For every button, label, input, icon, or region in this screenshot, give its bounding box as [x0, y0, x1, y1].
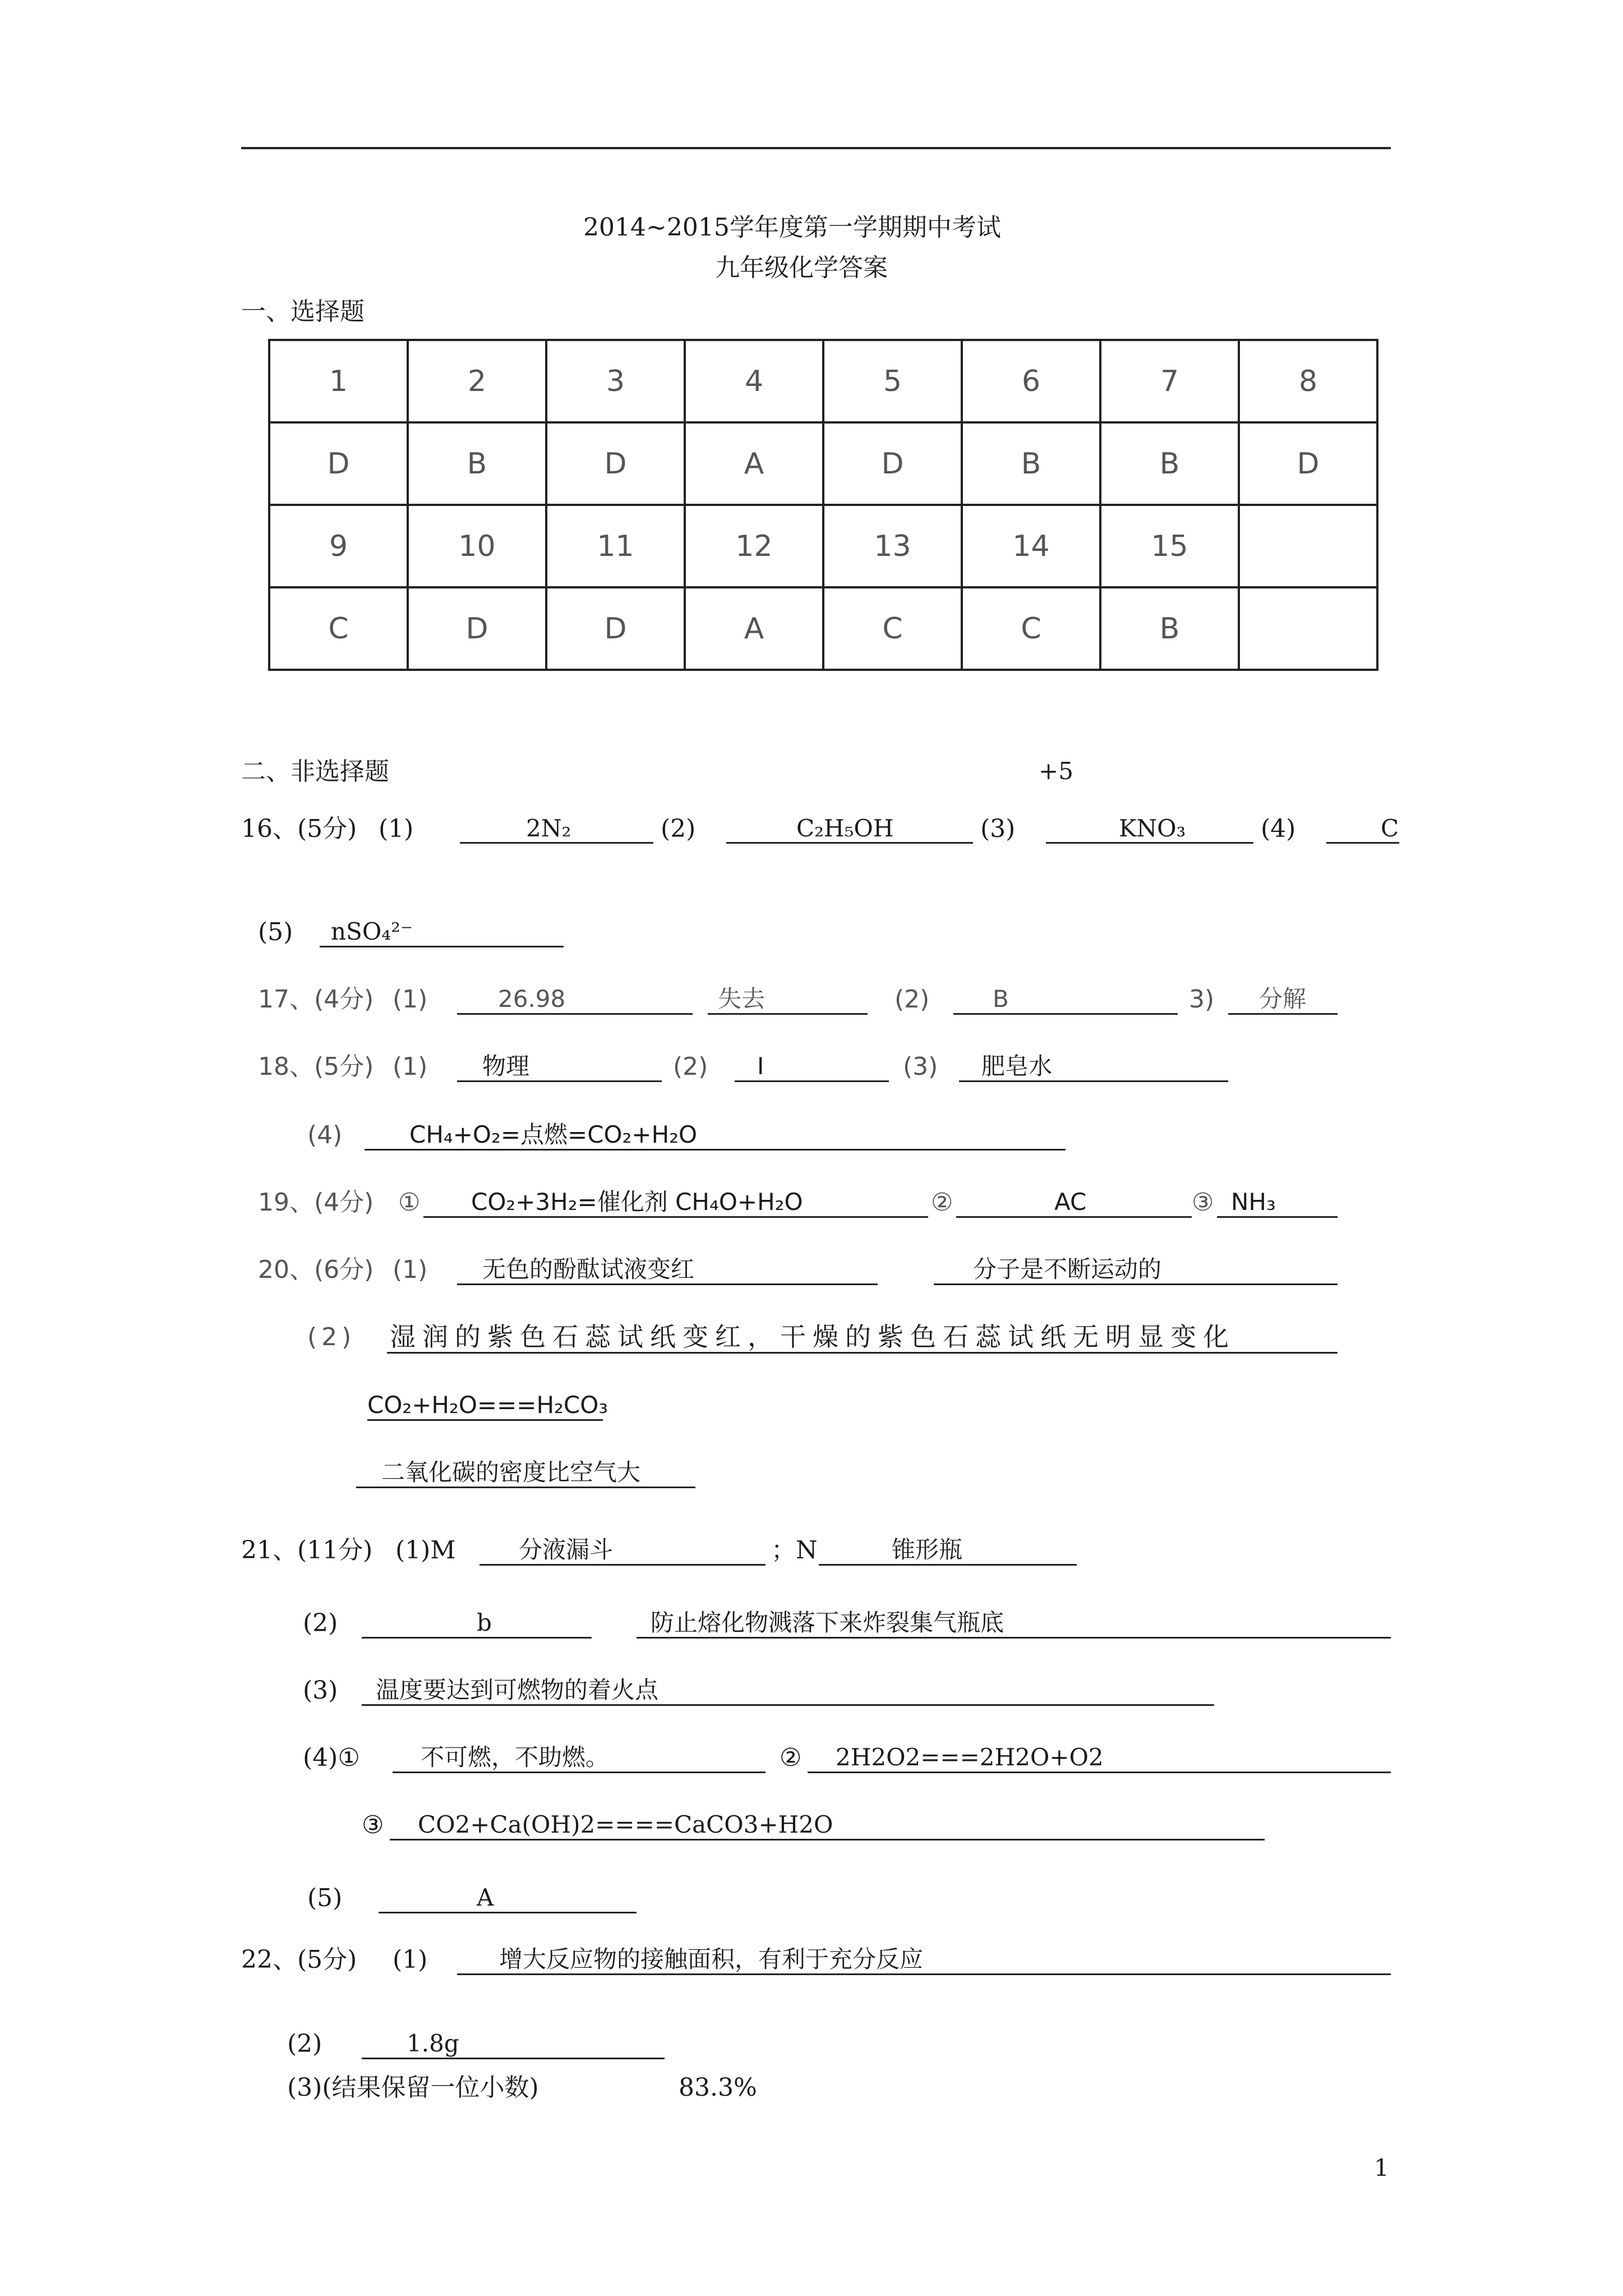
q18-part1: (1): [393, 1052, 428, 1081]
q21-blank5: [379, 1912, 637, 1913]
page-number: 1: [1374, 2154, 1389, 2182]
answer-cell: A: [685, 587, 823, 670]
q16-answer1: 2N₂: [526, 815, 571, 842]
answer-cell: [1239, 587, 1377, 670]
header-rule: [241, 147, 1391, 149]
q22-part2: (2): [287, 2030, 322, 2058]
answer-cell: B: [1100, 422, 1239, 505]
answer-table: [268, 339, 1378, 671]
answer-cell: A: [685, 422, 823, 505]
q21-answer4a: 不可燃，不助燃。: [421, 1743, 610, 1771]
answer-cell: B: [962, 422, 1100, 505]
q21-answer4b: 2H2O2===2H2O+O2: [836, 1743, 1104, 1771]
question-number-cell: 6: [962, 340, 1100, 422]
answer-cell: C: [823, 587, 962, 670]
q16-part4: (4): [1261, 815, 1296, 843]
q18-answer4: CH₄+O₂=点燃=CO₂+H₂O: [409, 1121, 698, 1148]
q20-answer2: 湿润的紫色石蕊试纸变红，干燥的紫色石蕊试纸无明显变化: [390, 1322, 1235, 1352]
q16-part2: (2): [661, 815, 696, 843]
q21-part2: (2): [303, 1609, 338, 1637]
q19-part3: ③: [1192, 1188, 1214, 1217]
answer-cell: D: [546, 422, 685, 505]
answer-row: [269, 587, 1377, 670]
q20-blank2: [387, 1352, 1338, 1354]
answer-row: [269, 422, 1377, 505]
answer-cell: B: [408, 422, 546, 505]
q16-answer4: C: [1381, 815, 1399, 842]
q19-answer3: NH₃: [1231, 1188, 1276, 1216]
q17-part1: (1): [393, 985, 428, 1014]
q19-label: 19、(4分): [258, 1188, 374, 1217]
q21-answer2b: 防止熔化物溅落下来炸裂集气瓶底: [651, 1609, 1004, 1636]
question-number-cell: 7: [1100, 340, 1239, 422]
q20-answer3: CO₂+H₂O===H₂CO₃: [367, 1391, 608, 1419]
q18-label: 18、(5分): [258, 1052, 374, 1081]
q18-answer1: 物理: [482, 1052, 530, 1080]
question-number-cell: 11: [546, 505, 685, 587]
q20-answer1: 无色的酚酞试液变红: [482, 1255, 695, 1283]
q17-part2: (2): [895, 985, 930, 1014]
q17-answer1b: 失去: [718, 985, 766, 1013]
question-number-cell: 4: [685, 340, 823, 422]
q18-answer3: 肥皂水: [981, 1052, 1053, 1080]
q16-answer3: KNO₃: [1119, 815, 1186, 842]
q21-answer2: b: [477, 1609, 492, 1636]
answer-cell: D: [269, 422, 408, 505]
q21-separator: ；N: [771, 1536, 818, 1565]
question-number-cell: 12: [685, 505, 823, 587]
q20-answer4: 二氧化碳的密度比空气大: [381, 1458, 641, 1486]
q21-part1: (1)M: [395, 1536, 456, 1565]
q16-label: 16、(5分): [241, 815, 357, 843]
answer-cell: C: [269, 587, 408, 670]
q21-answer3: 温度要达到可燃物的着火点: [376, 1676, 659, 1704]
question-number-cell: 10: [408, 505, 546, 587]
question-number-cell: [1239, 505, 1377, 587]
q21-answer-m: 分液漏斗: [519, 1536, 614, 1563]
q21-label: 21、(11分): [241, 1536, 373, 1565]
section1-heading: 一、选择题: [241, 297, 365, 326]
q17-label: 17、(4分): [258, 985, 374, 1014]
q21-part4: (4)①: [303, 1743, 360, 1772]
answer-cell: D: [823, 422, 962, 505]
q21-answer-n: 锥形瓶: [892, 1536, 963, 1563]
answer-cell: C: [962, 587, 1100, 670]
q17-answer3: 分解: [1259, 985, 1307, 1013]
question-number-cell: 1: [269, 340, 408, 422]
q20-part1: (1): [393, 1255, 428, 1284]
q16-part5: (5): [258, 918, 293, 946]
valence-mark: +5: [1039, 757, 1073, 785]
q21-part5: (5): [307, 1884, 343, 1912]
question-number-row: [269, 505, 1377, 587]
answer-cell: B: [1100, 587, 1239, 670]
exam-title: 2014~2015学年度第一学期期中考试: [583, 213, 1001, 242]
q21-part4b: ②: [780, 1743, 802, 1772]
q22-answer3: 83.3%: [679, 2073, 757, 2102]
q18-part2: (2): [673, 1052, 708, 1081]
q16-answer2: C₂H₅OH: [796, 815, 894, 842]
q20-label: 20、(6分): [258, 1255, 374, 1284]
q16-answer5: nSO₄²⁻: [331, 918, 413, 945]
q17-answer1: 26.98: [498, 985, 566, 1013]
section2-heading: 二、非选择题: [241, 757, 389, 786]
q21-answer4c: CO2+Ca(OH)2====CaCO3+H2O: [418, 1811, 833, 1838]
q16-part1: (1): [379, 815, 414, 843]
q17-part3: 3): [1189, 985, 1215, 1014]
q19-part1: ①: [398, 1188, 421, 1217]
answer-cell: D: [408, 587, 546, 670]
question-number-cell: 3: [546, 340, 685, 422]
question-number-cell: 5: [823, 340, 962, 422]
q18-answer2: I: [757, 1052, 764, 1080]
q22-answer1: 增大反应物的接触面积，有利于充分反应: [499, 1945, 924, 1973]
q19-part2: ②: [931, 1188, 953, 1217]
answer-cell: D: [546, 587, 685, 670]
q20-answer1b: 分子是不断运动的: [973, 1255, 1162, 1283]
q22-label: 22、(5分): [241, 1945, 357, 1974]
q19-answer1: CO₂+3H₂=催化剂 CH₄O+H₂O: [471, 1188, 803, 1216]
q16-part3: (3): [980, 815, 1016, 843]
q17-answer2: B: [993, 985, 1009, 1013]
question-number-cell: 15: [1100, 505, 1239, 587]
q20-part2: (2): [307, 1323, 356, 1351]
q17-blank2: [953, 1013, 1178, 1015]
question-number-row: [269, 340, 1377, 422]
q18-part3: (3): [903, 1052, 938, 1081]
question-number-cell: 8: [1239, 340, 1377, 422]
question-number-cell: 13: [823, 505, 962, 587]
q21-part4c: ③: [362, 1811, 384, 1839]
q17-blank1: [457, 1013, 693, 1015]
question-number-cell: 14: [962, 505, 1100, 587]
q22-part3: (3)(结果保留一位小数): [287, 2073, 539, 2102]
question-number-cell: 9: [269, 505, 408, 587]
q19-answer2: AC: [1054, 1188, 1087, 1216]
q21-part3: (3): [303, 1676, 338, 1705]
q21-answer5: A: [477, 1884, 494, 1911]
exam-subtitle: 九年级化学答案: [715, 254, 888, 282]
question-number-cell: 2: [408, 340, 546, 422]
q22-part1: (1): [393, 1945, 428, 1974]
q22-answer2: 1.8g: [407, 2030, 459, 2057]
answer-cell: D: [1239, 422, 1377, 505]
q18-part4: (4): [307, 1121, 343, 1149]
